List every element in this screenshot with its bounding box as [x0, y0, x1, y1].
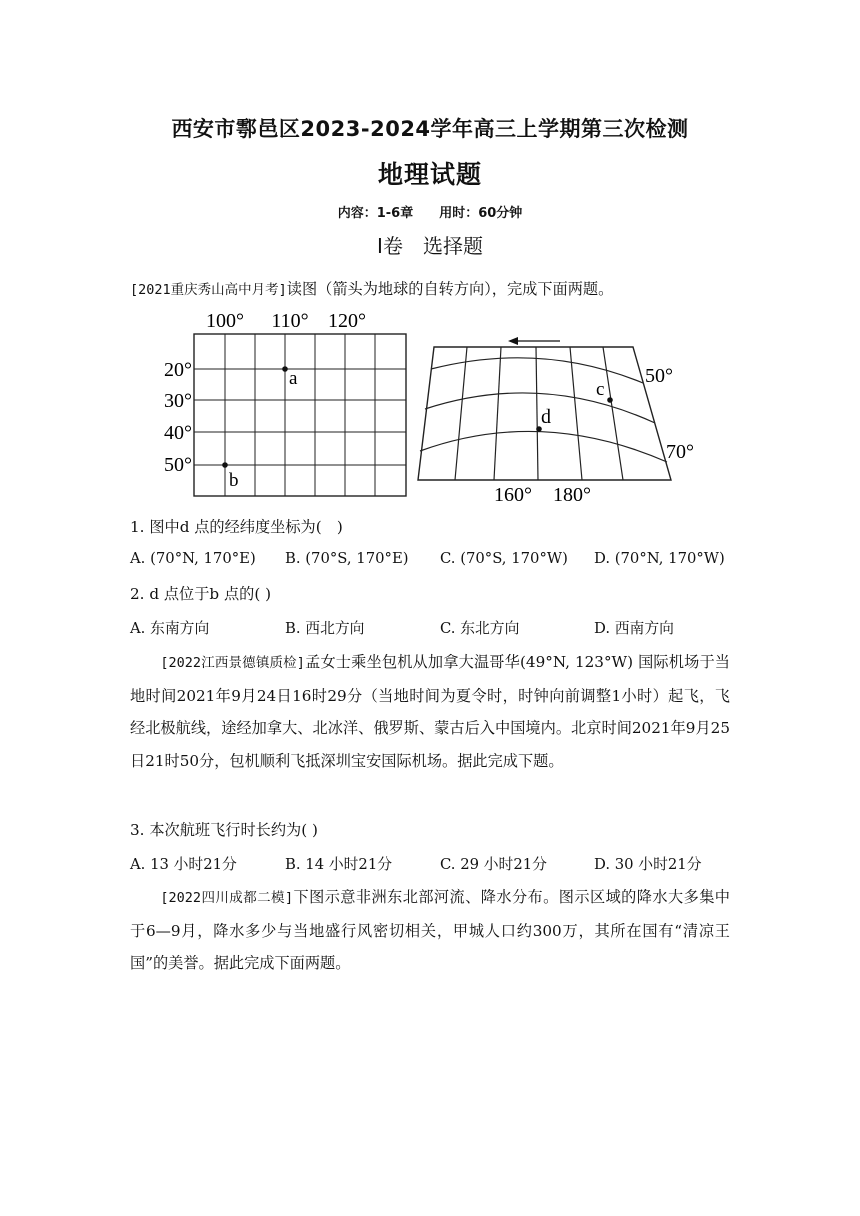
lat-label: 50° — [164, 454, 192, 476]
q3-option-b[interactable]: B. 14 小时21分 — [285, 856, 393, 873]
group1-text: 读图（箭头为地球的自转方向），完成下面两题。 — [286, 280, 614, 298]
q1-option-d[interactable]: D. (70°N, 170°W) — [594, 550, 725, 567]
point-c-marker — [607, 397, 613, 403]
group1-source: [2021重庆秀山高中月考] — [130, 282, 287, 298]
lat-label: 20° — [164, 359, 192, 381]
q1-option-c[interactable]: C. (70°S, 170°W) — [440, 550, 568, 567]
q3-stem: 3. 本次航班飞行时长约为( ) — [130, 821, 318, 839]
q3-option-d[interactable]: D. 30 小时21分 — [594, 856, 702, 873]
group2-intro — [130, 646, 730, 777]
grid-lines — [194, 334, 406, 496]
q2-option-a[interactable]: A. 东南方向 — [130, 620, 210, 637]
content-label: 内容：1-6章 — [337, 206, 414, 221]
group3-text: 下图示意非洲东北部河流、降水分布。图示区域的降水大多集中于6—9月，降水多少与当地盛行风密切相关，甲城人口约300万，其所在国有“清凉王国”的美誉。据此完成下面两题。 — [130, 888, 730, 972]
q2-option-c[interactable]: C. 东北方向 — [440, 620, 520, 637]
group2-source: [2022江西景德镇质检] — [160, 655, 305, 671]
q2-stem: 2. d 点位于b 点的( ) — [130, 585, 272, 603]
group2-text: 孟女士乘坐包机从加拿大温哥华(49°N, 123°W) 国际机场于当地时间2021年9月24日16时29分（当地时间为夏令时，时钟向前调整1小时）起飞，飞经北极航线，途经加拿大、北冰洋、俄罗斯、蒙古后入中国境内。北京时间2021年9月25日21时50分，包机顺利飞抵深圳宝安国际机场。据此完成下题。 — [130, 653, 730, 770]
lon-label: 110° — [271, 310, 309, 332]
figure-right-grid — [410, 325, 710, 505]
lon-label: 180° — [553, 484, 591, 505]
figure-left-grid — [155, 305, 415, 505]
q2-option-d[interactable]: D. 西南方向 — [594, 620, 674, 637]
group3-intro — [130, 881, 730, 980]
q3-option-a[interactable]: A. 13 小时21分 — [130, 856, 237, 873]
q2-option-b[interactable]: B. 西北方向 — [285, 620, 365, 637]
lon-label: 120° — [328, 310, 366, 332]
lat-label: 70° — [666, 441, 694, 463]
lat-label: 30° — [164, 390, 192, 412]
time-label: 用时：60分钟 — [439, 206, 523, 221]
point-a-marker — [282, 366, 288, 372]
subject-title: 地理试题 — [377, 160, 482, 189]
exam-meta — [0, 202, 860, 221]
lon-label: 160° — [494, 484, 532, 505]
point-c-label: c — [596, 379, 605, 400]
q1-option-b[interactable]: B. (70°S, 170°E) — [285, 550, 409, 567]
point-b-marker — [222, 462, 228, 468]
q3-option-c[interactable]: C. 29 小时21分 — [440, 856, 547, 873]
group3-source: [2022四川成都二模] — [160, 890, 294, 906]
point-a-label: a — [289, 368, 298, 389]
rotation-arrow — [508, 337, 560, 345]
lat-label: 50° — [645, 365, 673, 387]
point-d-label: d — [541, 406, 551, 428]
lon-label: 100° — [206, 310, 244, 332]
q1-option-a[interactable]: A. (70°N, 170°E) — [130, 550, 256, 567]
lat-label: 40° — [164, 422, 192, 444]
exam-title: 西安市鄠邑区2023-2024学年高三上学期第三次检测 — [171, 117, 689, 141]
group1-intro — [130, 273, 730, 307]
q1-stem: 1. 图中d 点的经纬度坐标为( ) — [130, 518, 343, 536]
section-title: Ⅰ卷 选择题 — [377, 234, 483, 258]
point-b-label: b — [229, 470, 239, 491]
